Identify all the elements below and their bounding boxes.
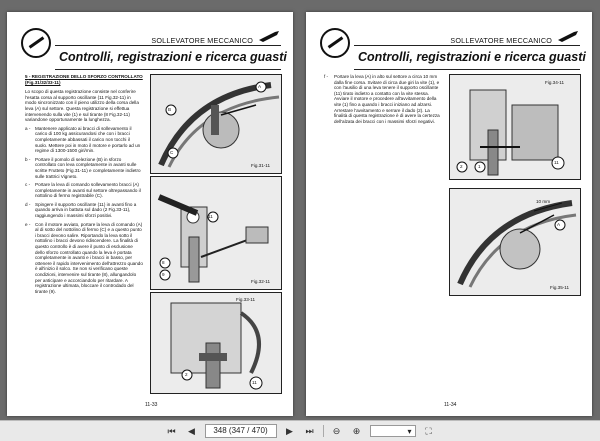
- toolbar-divider: [323, 425, 324, 437]
- figure-32: [150, 176, 282, 290]
- list-item: b - Portare il pomolo di selezione (B) in sforzo controllato con leva completamente in avanti sulle scritte Frutteto (Fig.31-11) e completamente indietro sulle trattrici Vigneto.: [25, 156, 141, 179]
- fit-page-icon[interactable]: ⛶: [425, 425, 432, 436]
- brand-logo: [21, 28, 51, 58]
- callout-a: A: [258, 84, 262, 89]
- callout-2: 2: [185, 372, 188, 377]
- zoom-select[interactable]: [370, 425, 416, 437]
- figure-35-label: Fig.35-11: [550, 285, 570, 290]
- list-item: f - Portare la leva (A) in alto sul settore a circa 10 mm dalla fine corsa. Svitare di circa due giri la vite (1), e con l'ausilio di una leva tenere il supporto oscillante (11) tirato indietro a contatto con la vite stessa. Avviare il motore e procedere all'avvitamento della vite (1) fino a quando i bracci iniziano ad alzarsi. Arrestare l'avvitamento e serrare il dado (2). La finalità di questa registrazione è di avere la certezza dell'alzata dei bracci con i massimi sforzi negativi.: [324, 74, 440, 124]
- zoom-out-icon[interactable]: ⊖: [332, 425, 341, 436]
- intro-paragraph: Lo scopo di questa registrazione consiste nel conferire l'esatta corsa al supporto oscillante (11 Fig.32-11) in modo sincronizzato con il pieno utilizzo della corsa della leva (A) sul settore. Questa registrazione si effettua intervenendo sulla vite (1) e sul tirante (8 Fig.32-11) variandone opportunamente la lunghezza.: [25, 89, 139, 123]
- procedure-heading: 5 - REGISTRAZIONE DELLO SFORZO CONTROLLATO (Fig.31/32/33-11): [25, 74, 143, 85]
- figure-33-label: Fig.33-11: [236, 297, 256, 302]
- viewer-toolbar: [0, 420, 600, 441]
- callout-11: 11: [252, 380, 257, 385]
- callout-1: 1: [478, 164, 481, 169]
- brand-logo: [320, 28, 350, 58]
- skip-last-icon[interactable]: ⏭: [305, 425, 314, 436]
- title-rule: [55, 69, 281, 70]
- wrench-icon: [257, 29, 281, 43]
- list-item: d - Spingere il supporto oscillante (11) in avanti fino a quando arriva in battuta sul dado (2 Fig.33-11), raggiungendo i massimi sforzi positivi.: [25, 201, 137, 219]
- page-number: 11-33: [145, 402, 158, 408]
- dimension-label: 10 mm: [536, 199, 551, 204]
- wrench-icon: [556, 29, 580, 43]
- figure-33: [150, 292, 282, 394]
- callout-b: B: [168, 107, 172, 112]
- list-item: e - Con il motore avviato, portare la leva di comando (A) al di sotto del nottolino di fermo (C) e a questo punto i bracci devono salire. Riportando la leva sotto il nottolino i bracci devono ridiscendere. La finalità di questo controllo è di avere il punto di esclusione dello sforzo controllato quando la leva è portata completamente in avanti e i bracci in basso, per ottenere il rapido intervenimento dell'attrezzo quando è all'inizio il solco. Se non si verificano queste condizioni, intervenire sul tirante (8), allungandolo per anticipare e accorciandolo per ritardare. A registrazione ultimata, bloccare il controdado del tirante (9).: [25, 221, 143, 294]
- figure-34-label: Fig.34-11: [545, 80, 565, 85]
- callout-11: 11: [554, 160, 559, 165]
- figure-34-drawing: [450, 75, 580, 179]
- header-rule: [55, 45, 281, 46]
- callout-c: C: [170, 150, 174, 155]
- page-title: Controlli, registrazioni e ricerca guasti: [358, 50, 586, 64]
- header-rule: [354, 45, 580, 46]
- page-right: [306, 12, 592, 416]
- callout-11: 11: [208, 214, 213, 219]
- page-left: [7, 12, 293, 416]
- prev-icon[interactable]: ◀: [188, 425, 195, 436]
- figure-34: [449, 74, 581, 180]
- figure-35-drawing: [450, 189, 580, 295]
- callout-9: 9: [162, 272, 165, 277]
- page-number: 11-34: [444, 402, 457, 408]
- callout-8: 8: [162, 260, 165, 265]
- figure-33-drawing: [151, 293, 281, 393]
- list-item: a - Mantenere applicato ai bracci di sollevamento il carico di 100 kg assicurandosi che con i bracci completamente abbassati il carico non tocchi il suolo. Mettere poi in moto il motore e portarlo ad un regime di 1300-1500 giri/min.: [25, 125, 141, 154]
- figure-35: [449, 188, 581, 296]
- skip-first-icon[interactable]: ⏮: [167, 425, 176, 436]
- zoom-in-icon[interactable]: ⊕: [352, 425, 361, 436]
- section-title: SOLLEVATORE MECCANICO: [151, 36, 253, 45]
- page-title: Controlli, registrazioni e ricerca guasti: [59, 50, 287, 64]
- figure-32-drawing: [151, 177, 281, 289]
- figure-31-label: Fig.31-11: [251, 163, 271, 168]
- title-rule: [354, 69, 580, 70]
- figure-32-label: Fig.32-11: [251, 279, 271, 284]
- chevron-down-icon: ▾: [407, 427, 412, 436]
- next-icon[interactable]: ▶: [286, 425, 293, 436]
- callout-2: 2: [460, 164, 463, 169]
- figure-31-drawing: [151, 75, 281, 173]
- callout-a: A: [557, 222, 561, 227]
- left-text-column: [25, 74, 143, 297]
- section-title: SOLLEVATORE MECCANICO: [450, 36, 552, 45]
- page-number-input[interactable]: 348 (347 / 470): [205, 424, 277, 438]
- figure-31: [150, 74, 282, 174]
- list-item: c - Portare la leva di comando sollevamento bracci (A) completamente in avanti sul settore oltrepassando il nottolino di fermo registrabile (C).: [25, 182, 141, 199]
- right-text-column: [324, 74, 442, 127]
